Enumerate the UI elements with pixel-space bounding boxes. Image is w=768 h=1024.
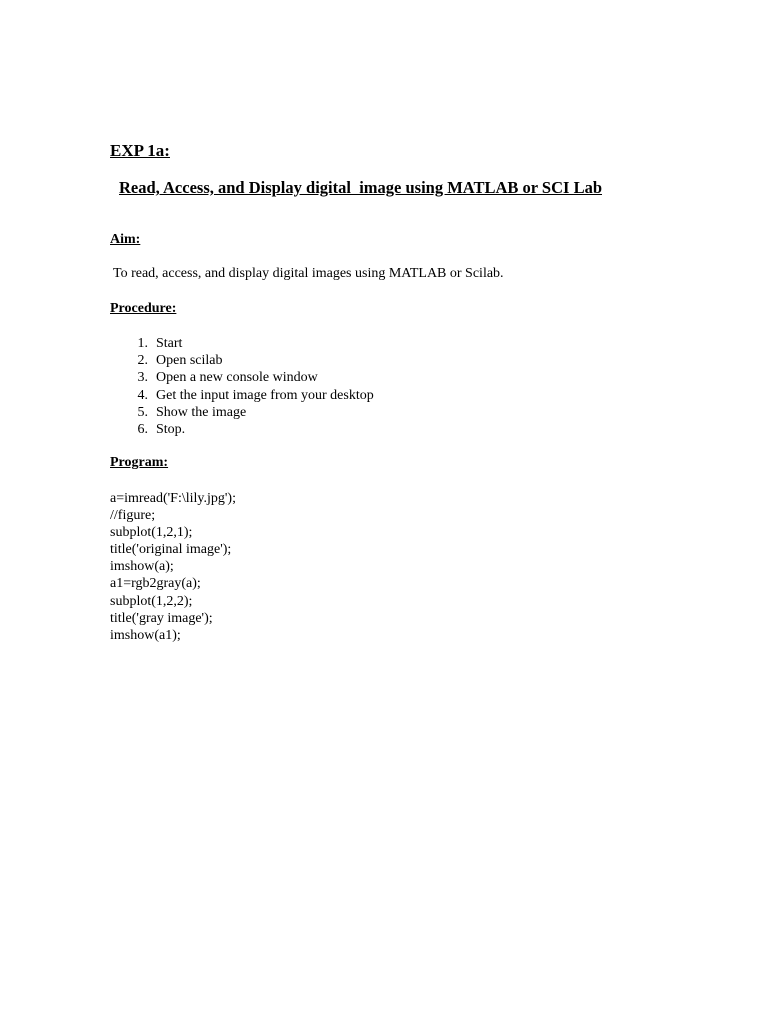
step-text: Get the input image from your desktop (156, 387, 374, 403)
experiment-heading: EXP 1a: (110, 141, 170, 160)
step-number: 6. (137, 421, 148, 437)
program-code (110, 490, 236, 644)
code-line: a1=rgb2gray(a); (110, 576, 201, 592)
code-line: imshow(a1); (110, 627, 181, 643)
aim-heading: Aim: (110, 232, 141, 247)
code-line: title('original image'); (110, 542, 232, 558)
code-line: subplot(1,2,1); (110, 525, 193, 541)
step-number: 1. (137, 336, 148, 351)
step-text: Open scilab (156, 353, 223, 369)
document-title: Read, Access, and Display digital image using MATLAB or SCI Lab (119, 178, 602, 197)
code-line: //figure; (110, 508, 156, 524)
step-text: Open a new console window (156, 370, 318, 386)
aim-text: To read, access, and display digital images using MATLAB or Scilab. (113, 266, 504, 281)
procedure-heading: Procedure: (110, 301, 177, 316)
code-line: a=imread('F:\lily.jpg'); (110, 491, 236, 506)
step-number: 2. (137, 353, 148, 369)
program-heading: Program: (110, 455, 169, 470)
step-number: 5. (137, 404, 148, 420)
code-line: title('gray image'); (110, 610, 213, 626)
step-number: 3. (137, 370, 148, 386)
code-line: subplot(1,2,2); (110, 593, 193, 609)
code-line: imshow(a); (110, 559, 174, 575)
step-text: Stop. (156, 421, 186, 437)
step-text: Start (156, 336, 183, 351)
step-number: 4. (137, 387, 148, 403)
step-text: Show the image (156, 404, 247, 420)
